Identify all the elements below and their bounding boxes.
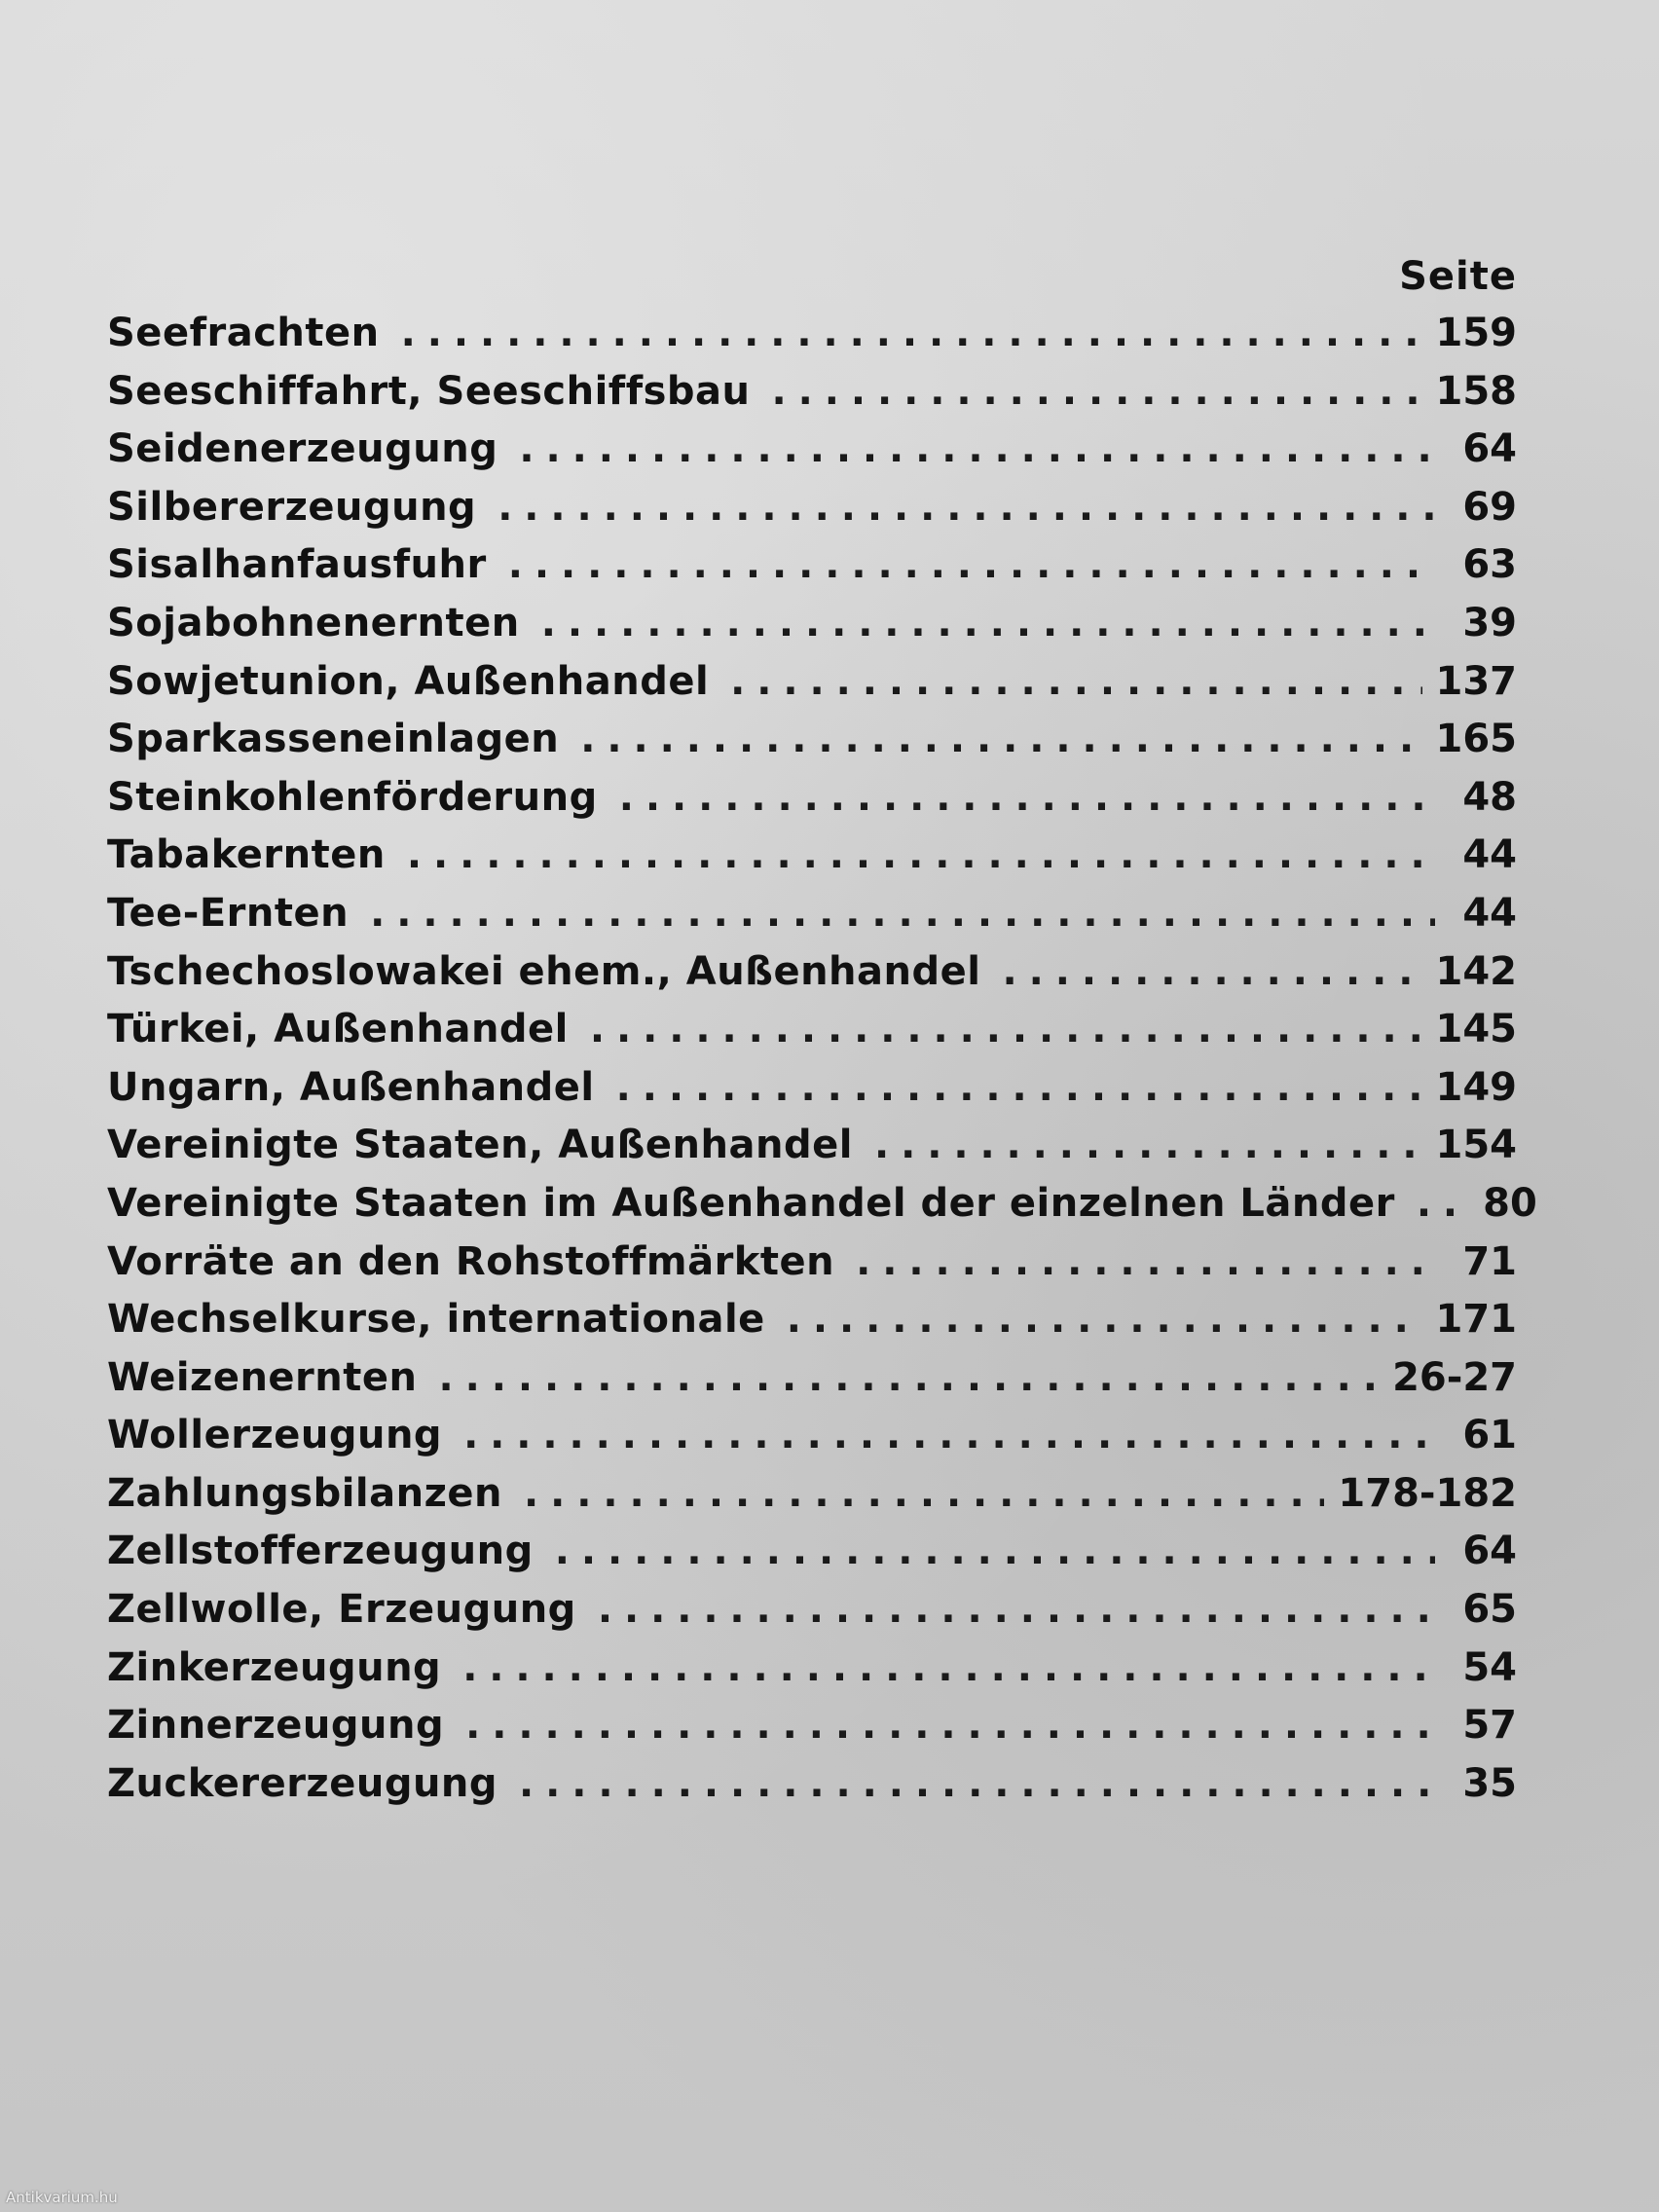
- entry-page-number: 54: [1462, 1644, 1517, 1690]
- entry-page-number: 69: [1462, 484, 1517, 530]
- entry-label: Vereinigte Staaten im Außenhandel der einzelnen Länder: [107, 1180, 1395, 1226]
- index-entry: [107, 1349, 1517, 1408]
- index-entry: [107, 885, 1517, 943]
- dot-leader: [874, 1117, 1422, 1175]
- dot-leader: [407, 827, 1435, 885]
- dot-leader: [598, 1581, 1435, 1640]
- index-entry: [107, 711, 1517, 769]
- index-entry: [107, 479, 1517, 537]
- entry-label: Wechselkurse, internationale: [107, 1297, 765, 1343]
- dot-leader: [498, 479, 1435, 537]
- entry-page-number: 48: [1462, 774, 1517, 820]
- entry-label: Sojabohnenernten: [107, 600, 520, 645]
- entry-label: Zahlungsbilanzen: [107, 1470, 502, 1516]
- dot-leader: [462, 1640, 1435, 1698]
- entry-page-number: 178-182: [1338, 1470, 1517, 1516]
- dot-leader: [619, 769, 1435, 828]
- index-entry: [107, 653, 1517, 712]
- entry-page-number: 145: [1435, 1007, 1517, 1052]
- entry-page-number: 39: [1462, 600, 1517, 645]
- dot-leader: [856, 1234, 1435, 1292]
- index-entry: [107, 1291, 1517, 1349]
- entry-label: Zinkerzeugung: [107, 1644, 442, 1690]
- entry-label: Sisalhanfausfuhr: [107, 542, 487, 588]
- entry-label: Tschechoslowakei ehem., Außenhandel: [107, 948, 981, 994]
- index-entries: [107, 305, 1537, 1813]
- entry-label: Seefrachten: [107, 311, 380, 355]
- entry-label: Ungarn, Außenhandel: [107, 1064, 595, 1110]
- entry-page-number: 137: [1435, 658, 1517, 704]
- entry-page-number: 142: [1435, 948, 1517, 994]
- index-entry: [107, 1697, 1517, 1755]
- entry-label: Vorräte an den Rohstoffmärkten: [107, 1238, 835, 1284]
- entry-label: Tee-Ernten: [107, 890, 350, 936]
- index-entry: [107, 1755, 1517, 1814]
- dot-leader: [370, 885, 1435, 943]
- dot-leader: [519, 421, 1435, 479]
- entry-page-number: 61: [1462, 1413, 1517, 1458]
- dot-leader: [541, 595, 1435, 653]
- index-entry: [107, 595, 1517, 653]
- index-entry: [107, 536, 1517, 595]
- index-entry: [107, 1117, 1517, 1175]
- entry-label: Vereinigte Staaten, Außenhandel: [107, 1123, 853, 1168]
- index-entry: [107, 421, 1517, 479]
- index-entry: [107, 305, 1517, 363]
- index-entry: [107, 1059, 1517, 1118]
- dot-leader: [463, 1407, 1435, 1465]
- dot-leader: [730, 653, 1421, 712]
- index-entry: [107, 1234, 1517, 1292]
- entry-label: Wollerzeugung: [107, 1413, 443, 1458]
- entry-label: Seeschiffahrt, Seeschiffsbau: [107, 368, 751, 414]
- entry-label: Weizenernten: [107, 1354, 418, 1400]
- page-column-header: Seite: [1399, 254, 1517, 299]
- index-entry: [107, 363, 1517, 422]
- entry-page-number: 64: [1462, 426, 1517, 472]
- entry-page-number: 149: [1435, 1064, 1517, 1110]
- index-entry: [107, 1581, 1517, 1640]
- entry-page-number: 57: [1462, 1703, 1517, 1749]
- index-entry: [107, 1640, 1517, 1698]
- index-entry: [107, 1407, 1517, 1465]
- entry-label: Steinkohlenförderung: [107, 774, 598, 820]
- entry-label: Zellstofferzeugung: [107, 1529, 534, 1574]
- dot-leader: [438, 1349, 1379, 1408]
- entry-page-number: 165: [1435, 717, 1517, 762]
- entry-page-number: 35: [1462, 1760, 1517, 1806]
- entry-label: Zinnerzeugung: [107, 1703, 445, 1749]
- dot-leader: [524, 1465, 1324, 1524]
- dot-leader: [519, 1755, 1435, 1814]
- entry-page-number: 80: [1483, 1180, 1537, 1226]
- entry-label: Seidenerzeugung: [107, 426, 498, 472]
- entry-page-number: 159: [1435, 311, 1517, 355]
- dot-leader: [1002, 943, 1421, 1002]
- entry-page-number: 44: [1462, 832, 1517, 878]
- entry-label: Sowjetunion, Außenhandel: [107, 658, 710, 704]
- entry-page-number: 158: [1435, 368, 1517, 414]
- index-entry: [107, 1465, 1517, 1524]
- watermark: Antikvarium.hu: [6, 2189, 118, 2206]
- entry-page-number: 64: [1462, 1529, 1517, 1574]
- entry-page-number: 71: [1462, 1238, 1517, 1284]
- entry-label: Silbererzeugung: [107, 484, 477, 530]
- index-entry: [107, 827, 1517, 885]
- index-list: [107, 248, 1537, 1813]
- dot-leader: [401, 305, 1422, 363]
- index-entry: [107, 769, 1517, 828]
- dot-leader: [465, 1697, 1435, 1755]
- index-entry: [107, 1175, 1537, 1234]
- index-entry: [107, 943, 1517, 1002]
- entry-page-number: 44: [1462, 890, 1517, 936]
- entry-page-number: 154: [1435, 1123, 1517, 1168]
- entry-label: Zellwolle, Erzeugung: [107, 1587, 576, 1633]
- entry-page-number: 65: [1462, 1587, 1517, 1633]
- entry-page-number: 63: [1462, 542, 1517, 588]
- entry-page-number: 171: [1435, 1297, 1517, 1343]
- index-entry: [107, 1523, 1517, 1581]
- entry-label: Tabakernten: [107, 832, 386, 878]
- dot-leader: [580, 711, 1421, 769]
- entry-label: Türkei, Außenhandel: [107, 1007, 569, 1052]
- entry-label: Sparkasseneinlagen: [107, 717, 560, 762]
- dot-leader: [772, 363, 1422, 422]
- dot-leader: [590, 1001, 1422, 1059]
- dot-leader: [787, 1291, 1422, 1349]
- dot-leader: [1417, 1175, 1456, 1234]
- dot-leader: [616, 1059, 1422, 1118]
- dot-leader: [508, 536, 1435, 595]
- index-entry: [107, 1001, 1517, 1059]
- entry-page-number: 26-27: [1392, 1354, 1517, 1400]
- dot-leader: [555, 1523, 1435, 1581]
- entry-label: Zuckererzeugung: [107, 1760, 498, 1806]
